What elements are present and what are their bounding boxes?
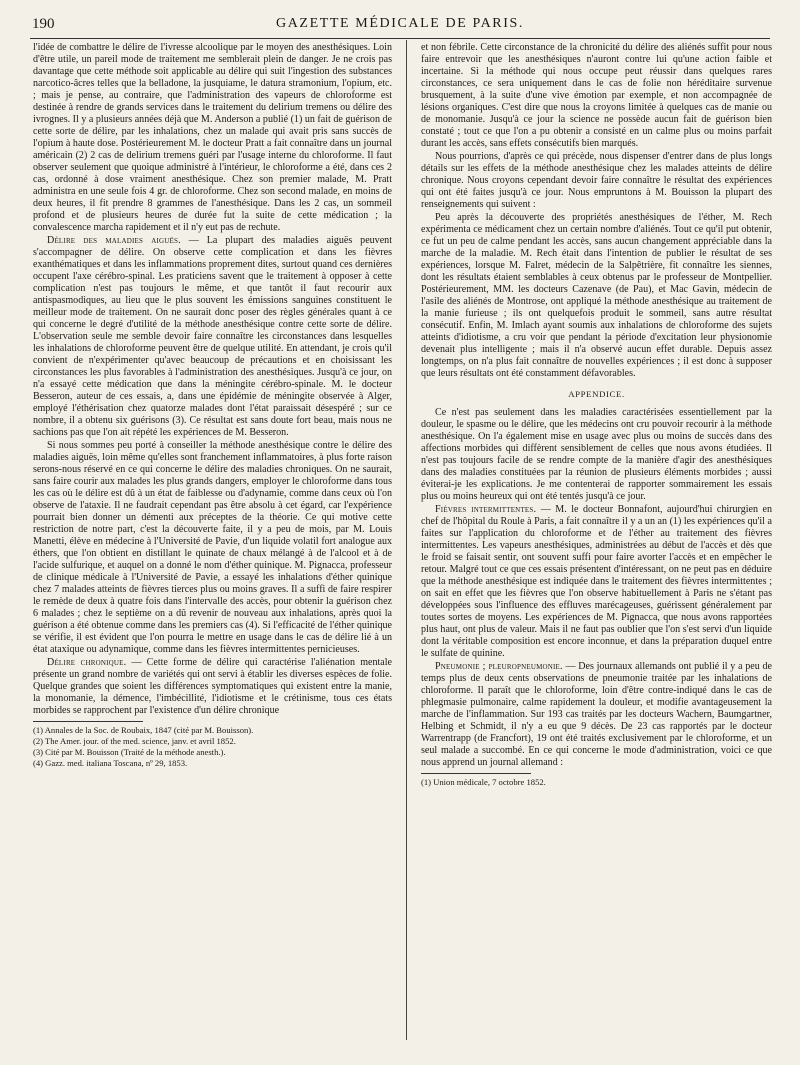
footnote-3: (3) Cité par M. Bouisson (Traité de la méthode anesth.). <box>33 747 226 758</box>
paragraph-appendice: Ce n'est pas seulement dans les maladies caractérisées essentiellement par la douleur, le spasme ou le délire, que les médecins ont cru pouvoir recourir à la méthode anesthésique. On l'a également mise en usage avec plus ou moins de succès dans des affections morbides qui diffèrent sensiblement de celles que nous avons étudiées. Il n'est pas toujours facile de se rendre compte de la manière d'agir des anesthésiques dans des maladies constituées par la réunion de plusieurs éléments morbides ; aussi éviterai-je les explications. Je me contenterai de rapporter sommairement les essais plus ou moins heureux qui ont été tentés jusqu'à ce jour. <box>421 407 772 502</box>
section-heading-pneumonie: Pneumonie ; pleuropneumonie. <box>435 661 563 672</box>
page-header <box>30 12 770 36</box>
page-number: 190 <box>32 16 55 32</box>
paragraph-fievres-text: — M. le docteur Bonnafont, aujourd'hui chirurgien en chef de l'hôpital du Roule à Paris, a fait connaître il y a un an (1) les expériences qu'il a faites sur l'application du chloroforme et de l'éther au traitement des fièvres intermittentes. Les vapeurs anesthésiques, administrées au début de l'accès et dès que le froid se faisait sentir, ont souvent suffi pour faire avorter l'accès et en empêcher le retour. Malgré tout ce que ces essais présentent d'intéressant, on ne peut pas en déduire que la méthode anesthésique est indiquée dans le traitement des fièvres intermittentes ; on sait en effet que les fièvres que l'on observe habituellement à Paris ne s'étant pas développées sous l'influence des effluves marécageuses, guérissent généralement par toutes sortes de moyens. Les expériences de M. Pignacca, que nous avons rapportées plus haut, ont plus de valeur. Mais il ne faut pas oublier que l'on s'est servi d'un liquide dont la véritable composition est encore inconnue, et dans la préparation duquel entre le sulfate de quinine. <box>421 504 772 659</box>
footnotes-right <box>421 777 772 788</box>
paragraph-experiences-ether: Peu après la découverte des propriétés anesthésiques de l'éther, M. Rech expérimenta ce médicament chez un certain nombre d'aliénés. Tout ce qu'il put obtenir, ce fut un peu de calme pendant les accès, sans aucun changement appréciable dans la marche de la maladie. M. Rech était dans l'intention de publier le résultat de ses expériences, lorsque M. Falret, médecin de la Salpêtrière, fit connaître les siennes, dont les résultats étaient semblables à ceux obtenus par le professeur de Montpellier. Postérieurement, MM. les docteurs Cazenave (de Pau), et Mac Gavin, médecin de l'asile des aliénés de Montrose, ont appliqué la méthode anesthésique au traitement de la manie furieuse ; ils ont quelquefois produit le sommeil, sans autre résultat consécutif. Enfin, M. Imlach ayant soumis aux inhalations de chloroforme des sujets atteints d'idiotisme, a cru voir que pendant la période d'excitation leur physionomie devenait plus intelligente ; mais il n'a observé aucun effet durable. Depuis assez longtemps, on n'a plus fait connaître de nouvelles expériences ; il est donc à supposer que leurs résultats ont été constamment défavorables. <box>421 212 772 379</box>
header-rule <box>30 38 770 39</box>
footnote-4: (4) Gazz. med. italiana Toscana, nº 29, 1853. <box>33 758 188 769</box>
paragraph-maladies-aigues-text: — La plupart des maladies aiguës peuvent s'accompagner de délire. On observe cette complication et dans les fièvres exanthématiques et dans les inflammations proprement dites, surtout quand ces dernières occupent l'axe cérébro-spinal. Les praticiens savent que le traitement à opposer à cette complication n'est pas toujours le même, et que tantôt il faut recourir aux antispasmodiques, au lieu que le plus souvent les émissions sanguines constituent le meilleur mode de traitement. On ne saurait donc poser des règles générales quant à ce qui concerne le degré d'utilité de la méthode anesthésique contre cette sorte de délire. L'observation seule me semble devoir faire connaître les circonstances dans lesquelles les inhalations de chloroforme peuvent être de quelque utilité. En attendant, je crois qu'il convient de n'expérimenter qu'avec beaucoup de précautions et en choisissant les circonstances les plus favorables à l'administration des anesthésiques. Jusqu'à ce jour, on n'a essayé cette médication que dans la méningite cérébro-spinale. M. le docteur Besseron, auteur de ces essais, a, dans une épidémie de méningite observée à Alger, employé l'éthérisation chez quatorze malades dont l'état paraissait désespéré ; sur ce nombre, il a obtenu six guérisons (3). Ce résultat est sans doute fort beau, mais nous ne sachions pas que l'on ait répété les expériences de M. Besseron. <box>33 235 392 438</box>
paragraph-maladies-chroniques: Si nous sommes peu porté à conseiller la méthode anesthésique contre le délire des maladies aiguës, loin même qu'elles sont franchement inflammatoires, à plus forte raison serons-nous réservé en ce qui concerne le délire des maladies chroniques. On ne saurait, sans faire courir aux malades les plus grands dangers, employer le chloroforme dans tous les cas où le délire est dû à un état de faiblesse ou d'adynamie, comme dans ceux où l'on observe de l'ataxie. Il ne faudrait cependant pas être absolu à cet égard, car l'expérience pourrait bien donner un démenti aux préceptes de la théorie. Ce qui motive cette restriction de notre part, c'est la découverte faite, il y a peu de mois, par M. Louis Manetti, élève en médecine à l'Université de Pavie, d'un liquide volatil fort analogue aux éthers, que l'on obtient en distillant le quinate de chaux mélangé à de l'alcool et à de l'acide sulfurique, et auquel on a donné le nom d'éther quinique. M. Pignacca, professeur de clinique médicale à l'Université de Pavie, a essayé les inhalations d'éther quinique chez 7 malades atteints de fièvres tierces plus ou moins graves. Il a suffi de faire respirer le remède de deux à quatre fois dans l'intervalle des accès, pour obtenir la guérison chez 6 malades ; chez le septième on a dû revenir de nouveau aux inhalations, après quoi la guérison a été obtenue comme dans les premiers cas (4). Si l'efficacité de l'éther quinique se vérifie, il est évident que l'on pourra le mettre en usage dans le cas de délire lié à un état ataxique ou adynamique, comme dans les fièvres intermittentes pernicieuses. <box>33 440 392 655</box>
left-column <box>33 42 392 769</box>
footnote-right-1: (1) Union médicale, 7 octobre 1852. <box>421 777 546 787</box>
paragraph-delire-chronique <box>33 657 392 717</box>
right-column <box>421 42 772 788</box>
section-heading-maladies-aigues: Délire des maladies aiguës. <box>47 235 181 246</box>
footnotes-left <box>33 725 392 769</box>
footnote-1: (1) Annales de la Soc. de Roubaix, 1847 (cité par M. Bouisson). <box>33 725 254 735</box>
section-heading-delire-chronique: Délire chronique. <box>47 657 127 668</box>
paragraph-renseignements: Nous pourrions, d'après ce qui précède, nous dispenser d'entrer dans de plus longs détails sur les effets de la méthode anesthésique chez les malades atteints de délire chronique. Nous croyons cependant devoir faire connaître le résultat des expériences qui ont été faites jusqu'à ce jour. Nous empruntons à M. Bouisson la plupart des renseignements qui suivent : <box>421 151 772 210</box>
paragraph-maladies-aigues <box>33 235 392 439</box>
paragraph-pneumonie-text: — Des journaux allemands ont publié il y a peu de temps plus de deux cents observations de pneumonie traitée par les inhalations de chloroforme. Il paraît que le chloroforme, loin d'être contre-indiqué dans le cas de phlegmasie pulmonaire, calme rapidement la douleur, et modifie avantageusement la marche de l'inflammation. Sur 193 cas traités par les docteurs Wachern, Baumgartner, Helbing et Schmidt, il n'y a eu que 9 décès. De 23 cas rapportés par le docteur Warrentrapp (de Francfort), 19 ont été traités exclusivement par le chloroforme, et un seul malade a succombé. En ce qui concerne le mode d'administration, voici ce que nous apprend un journal allemand : <box>421 661 772 768</box>
paragraph-chronicite: et non fébrile. Cette circonstance de la chronicité du délire des aliénés suffit pour nous faire entrevoir que les anesthésiques n'auront contre lui qu'une action faible et incertaine. Si la méthode qui nous occupe peut réussir dans quelques rares circonstances, ce sera uniquement dans le cas de folie non héréditaire survenue brusquement, à la suite d'une vive émotion par exemple, et non accompagnée de lésions organiques. C'est dire que nous la croyons limitée à quelques cas de manie ou de monomanie. Jusqu'à ce jour la science ne possède aucun fait de guérison bien constaté ; tout ce que l'on a pu obtenir a consisté en un calme plus ou moins parfait durant les accès, sans effets consécutifs bien marqués. <box>421 42 772 149</box>
paragraph-delire-chronique-text: — Cette forme de délire qui caractérise l'aliénation mentale présente un grand nombre de variétés qui ont servi à établir les diverses espèces de folie. Quelque grandes que soient les différences symptomatiques qui existent entre la manie, la monomanie, la démence, l'imbécillité, l'idiotisme et le crétinisme, tous ces états morbides se rapprochent par l'existence d'un délire chronique <box>33 657 392 716</box>
section-heading-fievres: Fièvres intermittentes. <box>435 504 537 515</box>
paragraph-fievres-intermittentes <box>421 504 772 660</box>
footnote-rule-left <box>33 721 143 722</box>
footnote-2: (2) The Amer. jour. of the med. science, janv. et avril 1852. <box>33 736 236 747</box>
paragraph-ivresse: l'idée de combattre le délire de l'ivresse alcoolique par le moyen des anesthésiques. Loin d'être utile, un pareil mode de traitement me semblerait plein de danger. Je ne crois pas davantage que cette méthode soit applicable au délire qui suit l'ingestion des substances narcotico-âcres telles que la belladone, la jusquiame, le datura stramonium, l'opium, etc. ; mais je pense, au contraire, que l'administration des vapeurs de chloroforme est destinée à rendre de grands services dans le traitement du delirium tremens ou délire des ivrognes. Il y a plusieurs années déjà que M. Anderson a publié (1) un fait de guérison de cette sorte de délire, par les inhalations, chez un malade qui avait pris sans succès de l'opium à haute dose. Postérieurement M. le docteur Pratt a fait connaître dans un journal américain (2) 2 cas de delirium tremens guéri par l'usage interne du chloroforme. Il faut observer seulement que quoique administré à l'intérieur, le chloroforme a été, dans ces 2 cas, ordonné à dose vraiment anesthésique. Chez son premier malade, M. Pratt administra en une seule fois 4 gr. de chloroforme. Chez son second malade, en moins de deux heures, il fit prendre 8 grammes de l'anesthésique. Dans les 2 cas, un sommeil profond et de plusieurs heures de durée fut la suite de cette médication ; la convalescence marcha rapidement et il n'y eut pas de rechute. <box>33 42 392 233</box>
appendix-title: APPENDICE. <box>568 389 625 399</box>
column-divider <box>406 40 407 1040</box>
footnote-rule-right <box>421 773 531 774</box>
paragraph-pneumonie <box>421 661 772 769</box>
running-title: GAZETTE MÉDICALE DE PARIS. <box>276 16 524 31</box>
